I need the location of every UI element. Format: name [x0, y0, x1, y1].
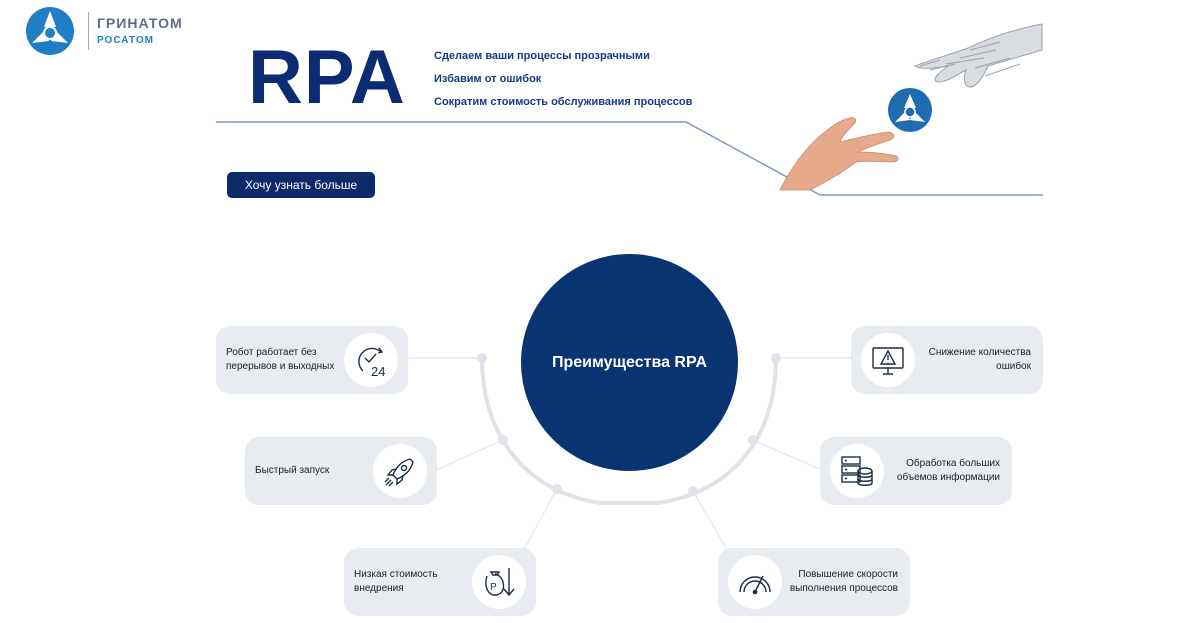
advantage-label: Робот работает без перерывов и выходных	[226, 346, 335, 372]
speedometer-icon	[728, 555, 782, 609]
svg-text:P: P	[490, 582, 497, 593]
advantage-label: Низкая стоимость внедрения	[354, 568, 438, 594]
database-server-icon	[830, 444, 884, 498]
hero-tagline: Сделаем ваши процессы прозрачными	[434, 50, 650, 62]
advantage-label: Повышение скорости выполнения процессов	[789, 568, 898, 594]
rosatom-logo-icon	[22, 5, 78, 57]
brand-divider	[88, 12, 89, 50]
clock-24-icon	[344, 333, 398, 387]
brand-name: ГРИНАТОМ	[97, 15, 183, 32]
money-down-icon	[472, 555, 526, 609]
advantage-card-low-cost	[344, 548, 536, 616]
robot-and-human-hands-illustration	[770, 20, 1045, 192]
advantage-card-speed	[718, 548, 910, 616]
learn-more-button[interactable]: Хочу узнать больше	[227, 172, 375, 198]
monitor-warning-icon	[861, 333, 915, 387]
advantage-card-fewer-errors	[851, 326, 1043, 394]
advantages-title: Преимущества RPA	[551, 353, 707, 371]
brand-subtitle: РОСАТОМ	[97, 35, 154, 47]
brand-header	[22, 4, 183, 58]
advantages-center-circle	[521, 254, 738, 471]
advantage-label: Обработка больших объемов информации	[896, 457, 1000, 483]
advantage-card-fast-start	[245, 437, 437, 505]
hero-taglines	[434, 50, 692, 119]
advantage-label: Быстрый запуск	[255, 464, 330, 476]
hero-tagline: Сократим стоимость обслуживания процессов	[434, 96, 693, 108]
advantage-label: Снижение количества ошибок	[928, 346, 1031, 372]
hero-tagline: Избавим от ошибок	[434, 73, 542, 85]
advantage-card-big-data	[820, 437, 1012, 505]
rocket-icon	[373, 444, 427, 498]
advantage-card-nonstop	[216, 326, 408, 394]
svg-text:24: 24	[371, 364, 386, 379]
hero-title: RPA	[248, 35, 406, 120]
